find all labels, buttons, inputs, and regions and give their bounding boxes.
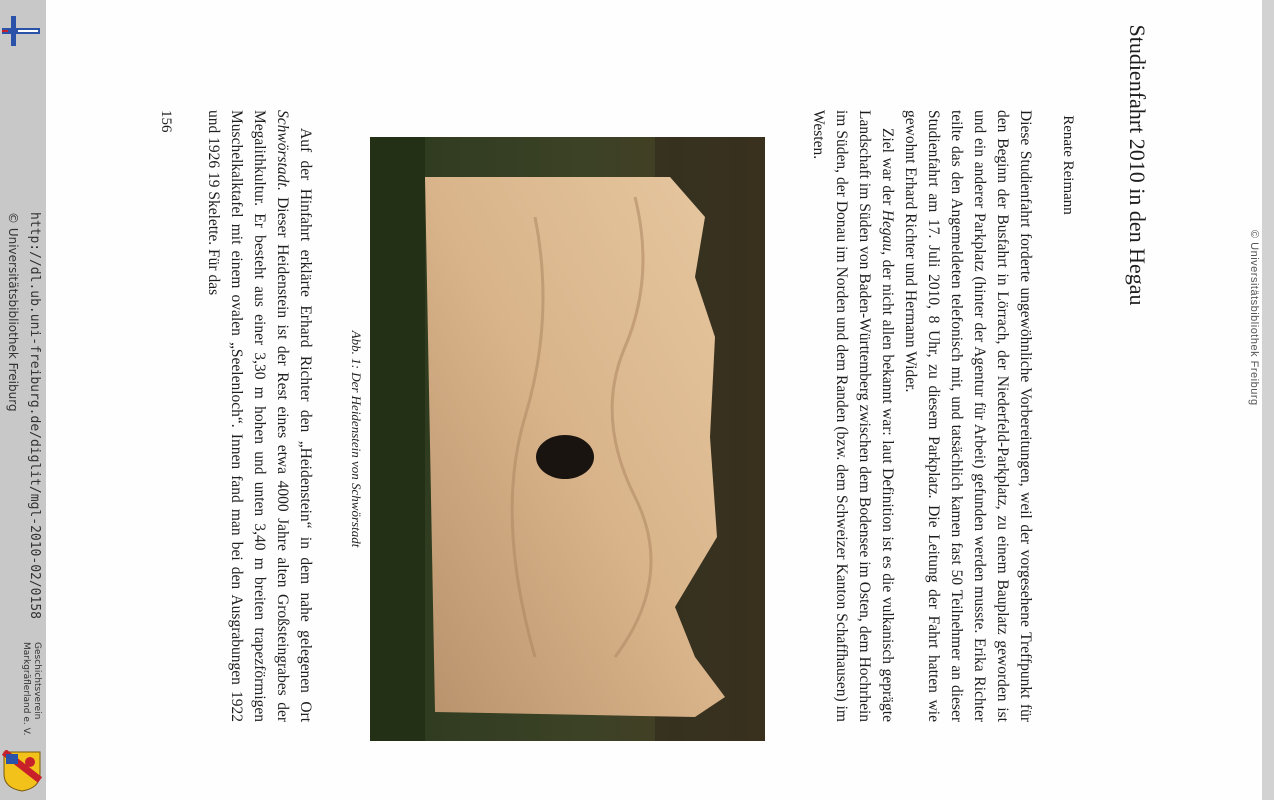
paragraph-2 [807, 110, 899, 722]
paragraph-3-end: . Dieser Heidenstein ist der Rest eines etwa 4000 Jahre alten Großsteingrabes der Megalithkultur. Er besteht aus einer 3,30 m hohen und unten 3,40 m breiten trapezförmigen Muschelkalktafel mit einem ovalen „Seelenloch“. Innen fand man bei den Ausgrabungen 1922 und 1926 19 Skelette. Für das [205, 110, 291, 722]
copyright-notice: © Universitätsbibliothek Freiburg [6, 212, 20, 412]
paragraph-3-emphasis: Schwörstadt [274, 110, 291, 187]
paragraph-2-start: Ziel war der [879, 128, 896, 210]
article-title: Studienfahrt 2010 in den Hegau [1125, 24, 1150, 306]
paragraph-3 [202, 110, 317, 722]
left-sidebar-strip [0, 0, 46, 800]
figure-heidenstein-photo [370, 137, 765, 741]
heidenstein-photo-drawing [370, 137, 765, 741]
article-author: Renate Reimann [1060, 115, 1076, 215]
paragraph-1: Diese Studienfahrt forderte ungewöhnliche Vorbereitungen, weil der vorgesehene Treffpunkt für den Beginn der Busfahrt in Lörrach, der Niederfeld-Parkplatz, zu einem Bauplatz geworden ist und ein anderer Parkplatz (hinter der Agentur für Arbeit) gefunden werden musste. Erika Richter teilte das den Angemeldeten telefonisch mit, und tatsächlich kamen fast 50 Teilnehmer an dieser Studienfahrt am 17. Juli 2010, 8 Uhr, zu diesem Parkplatz. Die Leitung der Fahrt hatten wie gewohnt Erhard Richter und Hermann Wider. [902, 110, 1034, 722]
rotated-page-content [46, 0, 1262, 800]
page-number: 156 [158, 110, 174, 133]
document-url[interactable]: http://dl.ub.uni-freiburg.de/diglit/mgl-2010-02/0158 [27, 212, 42, 619]
paragraph-2-emphasis: Hegau [879, 209, 896, 252]
running-head: © Universitätsbibliothek Freiburg [1248, 230, 1260, 406]
paragraph-3-start: Auf der Hinfahrt erklärte Erhard Richter den „Heidenstein“ in dem nahe gelegenen Ort [297, 128, 314, 722]
figure-caption: Abb. 1: Der Heidenstein von Schwörstadt [349, 330, 364, 548]
publisher-name [20, 642, 42, 735]
article-body [807, 110, 1037, 722]
publisher-line-1: Geschichtsverein [32, 642, 42, 720]
library-logo-icon [2, 14, 40, 48]
side-strip-text [0, 196, 46, 800]
publisher-line-2: Markgräflerland e. V. [21, 642, 31, 736]
right-edge-strip [1262, 0, 1274, 800]
coat-of-arms-icon [2, 750, 42, 792]
paragraph-2-end: , der nicht allen bekannt war: laut Definition ist es die vulkanisch geprägte Landschaft im Süden von Baden-Württemberg zwischen dem Bodensee im Osten, dem Hochrhein im Süden, der Donau im Norden und dem Randen (bzw. dem Schweizer Kanton Schaffhausen) im Westen. [810, 110, 896, 722]
